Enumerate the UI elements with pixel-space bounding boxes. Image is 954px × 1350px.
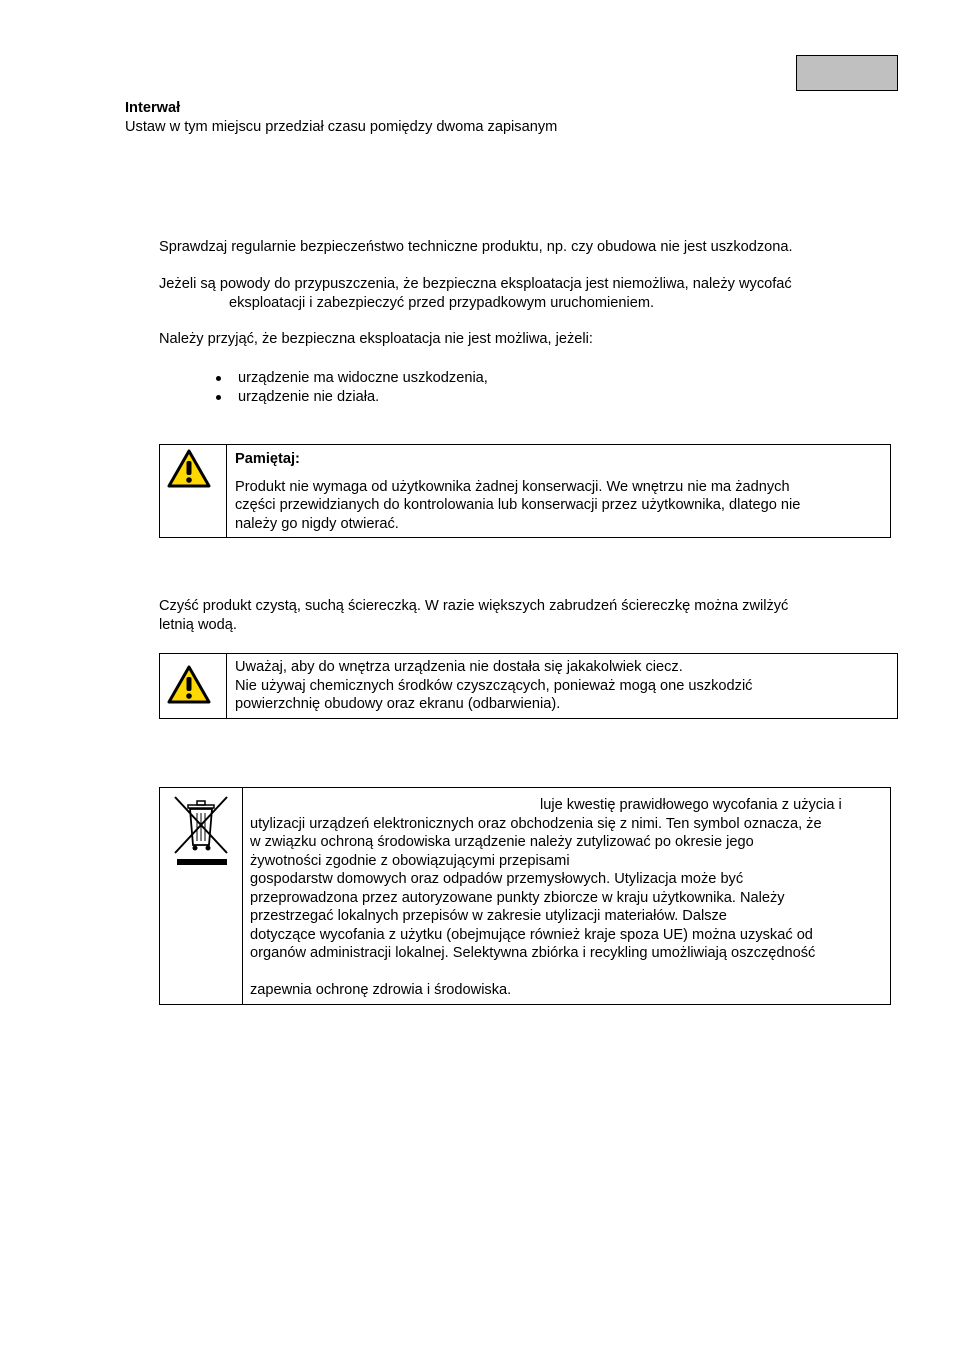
notice-line: części przewidzianych do kontrolowania lub konserwacji przez użytkownika, dlatego nie [235,497,801,513]
safety-paragraph-2-line-2: eksploatacji i zabezpieczyć przed przypadkowym uruchomieniem. [229,295,655,311]
notice-title: Pamiętaj: [235,451,300,467]
notice-text-cell [235,450,800,533]
notice-line: w związku ochroną środowiska urządzenie należy zutylizować po okresie jego [250,834,754,850]
notice-line: zapewnia ochronę zdrowia i środowiska. [250,982,512,998]
interval-text: Ustaw w tym miejscu przedział czasu pomiędzy dwoma zapisanym [125,119,558,135]
notice-line: luje kwestię prawidłowego wycofania z użycia i [540,797,842,813]
cleaning-notice-box [159,653,898,719]
notice-line: organów administracji lokalnej. Selektywna zbiórka i recykling umożliwiają oszczędność [250,945,816,961]
warning-triangle-icon [167,449,211,489]
bullet-icon [216,376,221,381]
list-item: urządzenie nie działa. [238,388,488,407]
notice-line: dotyczące wycofania z użytku (obejmujące również kraje spoza UE) można uzyskać od [250,926,813,943]
page-number-box [796,55,898,91]
safety-paragraph-2-line-1: Jeżeli są powody do przypuszczenia, że bezpieczna eksploatacja jest niemożliwa, należy wycofać [159,276,792,292]
notice-line: Nie używaj chemicznych środków czyszczących, ponieważ mogą one uszkodzić [235,677,753,694]
safety-bullet-list [238,369,488,407]
crossed-out-bin-icon [171,795,233,867]
list-item: urządzenie ma widoczne uszkodzenia, [238,369,488,388]
notice-text-cell [250,796,842,1000]
notice-line: przeprowadzona przez autoryzowane punkty zbiorcze w kraju użytkownika. Należy [250,889,785,906]
interval-title: Interwał [125,100,181,116]
warning-triangle-icon [167,665,211,705]
safety-paragraph-1: Sprawdzaj regularnie bezpieczeństwo techniczne produktu, np. czy obudowa nie jest uszkodzona. [159,239,793,255]
notice-text-cell [235,658,752,714]
notice-icon-cell [160,654,227,718]
notice-line: utylizacji urządzeń elektronicznych oraz obchodzenia się z nimi. Ten symbol oznacza, że [250,815,822,832]
disposal-notice-box [159,787,891,1005]
safety-paragraph-3: Należy przyjąć, że bezpieczna eksploatacja nie jest możliwa, jeżeli: [159,331,593,347]
cleaning-line-2: letnią wodą. [159,617,237,633]
notice-line: gospodarstw domowych oraz odpadów przemysłowych. Utylizacja może być [250,871,744,887]
notice-icon-cell [160,445,227,537]
cleaning-line-1: Czyść produkt czystą, suchą ściereczką. W razie większych zabrudzeń ściereczkę można zwilżyć [159,598,789,614]
notice-line: przestrzegać lokalnych przepisów w zakresie utylizacji materiałów. Dalsze [250,908,727,924]
notice-line: Uważaj, aby do wnętrza urządzenia nie dostała się jakakolwiek ciecz. [235,659,683,675]
notice-line: Produkt nie wymaga od użytkownika żadnej konserwacji. We wnętrzu nie ma żadnych [235,478,790,495]
notice-line: należy go nigdy otwierać. [235,515,399,532]
notice-line: żywotności zgodnie z obowiązującymi przepisami [250,852,570,869]
notice-icon-cell [160,788,243,1004]
bullet-icon [216,395,221,400]
maintenance-notice-box [159,444,891,538]
notice-line: powierzchnię obudowy oraz ekranu (odbarwienia). [235,696,561,712]
